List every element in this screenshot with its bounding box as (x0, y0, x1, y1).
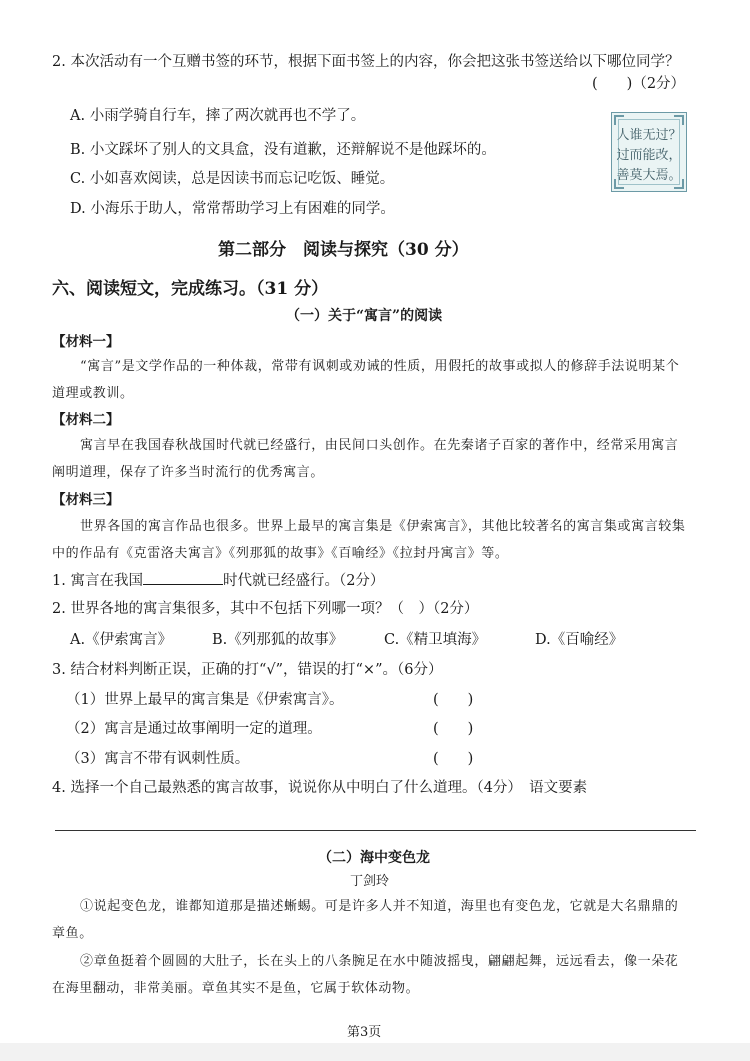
material-3-text: 中的作品有《克雷洛夫寓言》《列那狐的故事》《百喻经》《拉封丹寓言》等。 (52, 546, 509, 561)
section-6-title: 六、阅读短文，完成练习。（31 分） (52, 279, 329, 299)
material-1-text: “寓言”是文学作品的一种体裁，常带有讽刺或劝诫的性质，用假托的故事或拟人的修辞手法说明某个 (80, 359, 680, 374)
reading-1-question-4: 4. 选择一个自己最熟悉的寓言故事，说说你从中明白了什么道理。（4分） 语文要素 (52, 780, 588, 796)
question-2-answer-blank[interactable]: ( )（2分） (592, 76, 686, 92)
reading-2-paragraph-1: 章鱼。 (52, 926, 93, 941)
reading-1-question-1 (52, 570, 384, 591)
reading-2-paragraph-2: 在海里翻动，非常美丽。章鱼其实不是鱼，它属于软体动物。 (52, 981, 420, 996)
q3-item-2: （2）寓言是通过故事阐明一定的道理。 (66, 721, 322, 737)
material-1-label: 【材料一】 (52, 334, 120, 350)
reading-2-title: （二）海中变色龙 (318, 850, 430, 866)
reading-1-title: （一）关于“寓言”的阅读 (286, 308, 443, 324)
q3-item-3-answer[interactable]: ( ) (433, 751, 474, 767)
material-2-label: 【材料二】 (52, 412, 120, 428)
q3-item-2-answer[interactable]: ( ) (433, 721, 474, 737)
bookmark-card (611, 112, 687, 192)
q2-option-b[interactable]: B.《列那狐的故事》 (212, 632, 344, 648)
question-1-prefix: 1. 寓言在我国 (52, 573, 143, 589)
q3-item-1-answer[interactable]: ( ) (433, 692, 474, 708)
reading-2-author: 丁剑玲 (350, 874, 390, 889)
reading-2-paragraph-1: ①说起变色龙，谁都知道那是描述蜥蜴。可是许多人并不知道，海里也有变色龙，它就是大名鼎鼎的 (80, 899, 679, 914)
material-3-text: 世界各国的寓言作品也很多。世界上最早的寓言集是《伊索寓言》，其他比较著名的寓言集或寓言较集 (80, 519, 686, 534)
bookmark-line-2: 过而能改， (616, 148, 682, 163)
option-c[interactable]: C. 小如喜欢阅读，总是因读书而忘记吃饭、睡觉。 (70, 171, 395, 187)
page-number: 第3页 (347, 1025, 382, 1040)
answer-area-divider (55, 830, 696, 831)
material-1-text: 道理或教训。 (52, 386, 134, 401)
option-d[interactable]: D. 小海乐于助人，常常帮助学习上有困难的同学。 (70, 201, 395, 217)
bookmark-line-3: 善莫大焉。 (616, 168, 682, 183)
reading-2-paragraph-2: ②章鱼挺着个圆圆的大肚子，长在头上的八条腕足在水中随波摇曳，翩翩起舞，远远看去，像一朵花 (80, 954, 679, 969)
reading-1-question-2: 2. 世界各地的寓言集很多，其中不包括下列哪一项？（ ）（2分） (52, 601, 479, 617)
bottom-edge-bar (0, 1043, 750, 1061)
material-2-text: 寓言早在我国春秋战国时代就已经盛行，由民间口头创作。在先秦诸子百家的著作中，经常采用寓言 (80, 438, 679, 453)
question-2-stem: 2. 本次活动有一个互赠书签的环节，根据下面书签上的内容，你会把这张书签送给以下哪位同学？ (52, 54, 680, 70)
q3-item-1: （1）世界上最早的寓言集是《伊索寓言》。 (66, 692, 344, 708)
option-b[interactable]: B. 小文踩坏了别人的文具盒，没有道歉，还辩解说不是他踩坏的。 (70, 142, 496, 158)
q2-option-a[interactable]: A.《伊索寓言》 (70, 632, 173, 648)
material-2-text: 阐明道理，保存了许多当时流行的优秀寓言。 (52, 465, 325, 480)
q2-option-c[interactable]: C.《精卫填海》 (384, 632, 487, 648)
option-a[interactable]: A. 小雨学骑自行车，摔了两次就再也不学了。 (70, 108, 366, 124)
question-1-blank[interactable] (143, 570, 223, 585)
reading-1-question-3: 3. 结合材料判断正误，正确的打“√”，错误的打“×”。（6分） (52, 662, 443, 678)
bookmark-line-1: 人谁无过？ (616, 128, 682, 143)
material-3-label: 【材料三】 (52, 492, 120, 508)
question-1-suffix: 时代就已经盛行。（2分） (222, 573, 385, 589)
part-2-title: 第二部分 阅读与探究（30 分） (218, 240, 469, 260)
q2-option-d[interactable]: D.《百喻经》 (535, 632, 624, 648)
q3-item-3: （3）寓言不带有讽刺性质。 (66, 751, 250, 767)
